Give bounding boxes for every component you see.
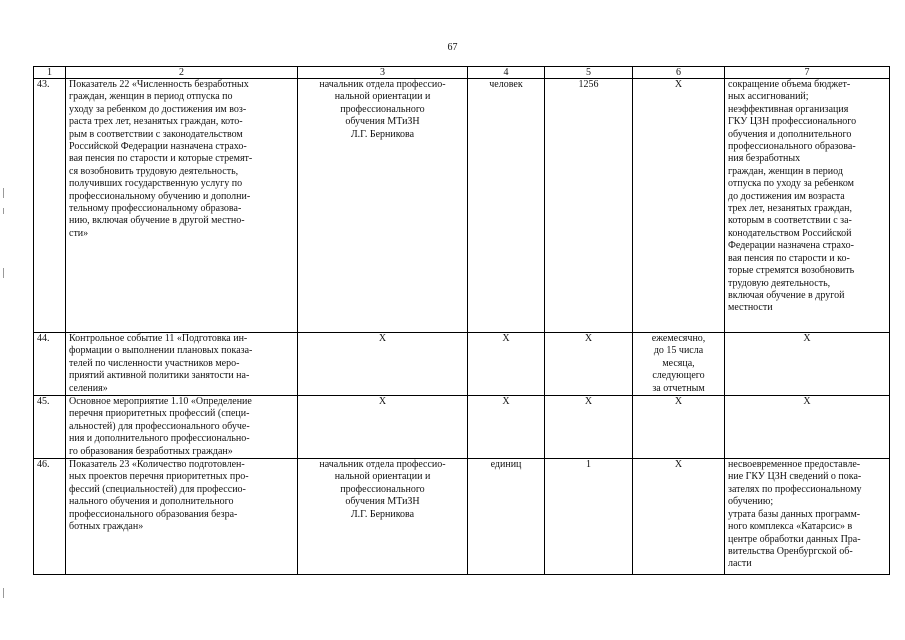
row-number: 45. bbox=[34, 396, 66, 459]
row-unit: Х bbox=[468, 333, 545, 396]
column-number: 7 bbox=[725, 67, 890, 79]
row-description: Показатель 23 «Количество подготовлен- ных проектов перечня приоритетных про- фессий (специальностей) для профессио- нального обучения и дополнительного профессионального образования безра- ботных граждан» bbox=[66, 459, 298, 575]
row-description: Основное мероприятие 1.10 «Определение перечня приоритетных профессий (специ- альностей) для профессионального обуче- ния и дополнительного профессионально- го образования безработных граждан» bbox=[66, 396, 298, 459]
table-row bbox=[34, 333, 890, 396]
row-risks: Х bbox=[725, 333, 890, 396]
row-risks: несвоевременное предоставле- ние ГКУ ЦЗН сведений о пока- зателях по профессиональному обучению; утрата базы данных программ- ного комплекса «Катарсис» в центре обработки данных Пра- вительства Оренбургской об- ласти bbox=[725, 459, 890, 575]
row-value: 1 bbox=[545, 459, 633, 575]
row-number: 44. bbox=[34, 333, 66, 396]
row-risks: сокращение объема бюджет- ных ассигнований; неэффективная организация ГКУ ЦЗН профессионального обучения и дополнительного профессионального образова- ния безработных граждан, женщин в период отпуска по уходу за ребенком до достижения им возраста трех лет, незанятых граждан, которым в соответствии с за- конодательством Российской Федерации назначена страхо- вая пенсия по старости и ко- торые стремятся возобновить трудовую деятельность, включая обучение в другой местности bbox=[725, 79, 890, 333]
table-row bbox=[34, 459, 890, 575]
row-value: Х bbox=[545, 333, 633, 396]
row-period: Х bbox=[633, 459, 725, 575]
scan-mark bbox=[3, 208, 4, 214]
column-number: 2 bbox=[66, 67, 298, 79]
column-number: 4 bbox=[468, 67, 545, 79]
row-value: 1256 bbox=[545, 79, 633, 333]
table-row bbox=[34, 79, 890, 333]
scan-mark bbox=[3, 268, 4, 278]
row-responsible: Х bbox=[298, 333, 468, 396]
row-number: 46. bbox=[34, 459, 66, 575]
row-unit: Х bbox=[468, 396, 545, 459]
row-responsible: Х bbox=[298, 396, 468, 459]
row-period: Х bbox=[633, 396, 725, 459]
column-number: 5 bbox=[545, 67, 633, 79]
column-number: 3 bbox=[298, 67, 468, 79]
row-description: Контрольное событие 11 «Подготовка ин- формации о выполнении плановых показа- телей по численности участников меро- приятий активной политики занятости на- селения» bbox=[66, 333, 298, 396]
scan-mark bbox=[3, 188, 4, 198]
row-value: Х bbox=[545, 396, 633, 459]
row-period: ежемесячно, до 15 числа месяца, следующего за отчетным bbox=[633, 333, 725, 396]
row-responsible: начальник отдела профессио- нальной ориентации и профессионального обучения МТиЗН Л.Г. Берникова bbox=[298, 79, 468, 333]
row-responsible: начальник отдела профессио- нальной ориентации и профессионального обучения МТиЗН Л.Г. Берникова bbox=[298, 459, 468, 575]
row-period: Х bbox=[633, 79, 725, 333]
row-number: 43. bbox=[34, 79, 66, 333]
column-number-row bbox=[34, 67, 890, 79]
column-number: 6 bbox=[633, 67, 725, 79]
table-row bbox=[34, 396, 890, 459]
row-unit: человек bbox=[468, 79, 545, 333]
page-number: 67 bbox=[447, 42, 458, 53]
scan-mark bbox=[3, 588, 4, 598]
row-description: Показатель 22 «Численность безработных граждан, женщин в период отпуска по уходу за ребенком до достижения им воз- раста трех лет, незанятых граждан, кото- рым в соответствии с законодательством Российской Федерации назначена страхо- вая пенсия по старости и которые стремят- ся возобновить трудовую деятельность, получивших государственную услугу по профессиональному обучению и дополни- тельному профессиональному образова- нию, включая обучение в другой местно- сти» bbox=[66, 79, 298, 333]
row-risks: Х bbox=[725, 396, 890, 459]
measures-table bbox=[33, 66, 890, 575]
row-unit: единиц bbox=[468, 459, 545, 575]
column-number: 1 bbox=[34, 67, 66, 79]
